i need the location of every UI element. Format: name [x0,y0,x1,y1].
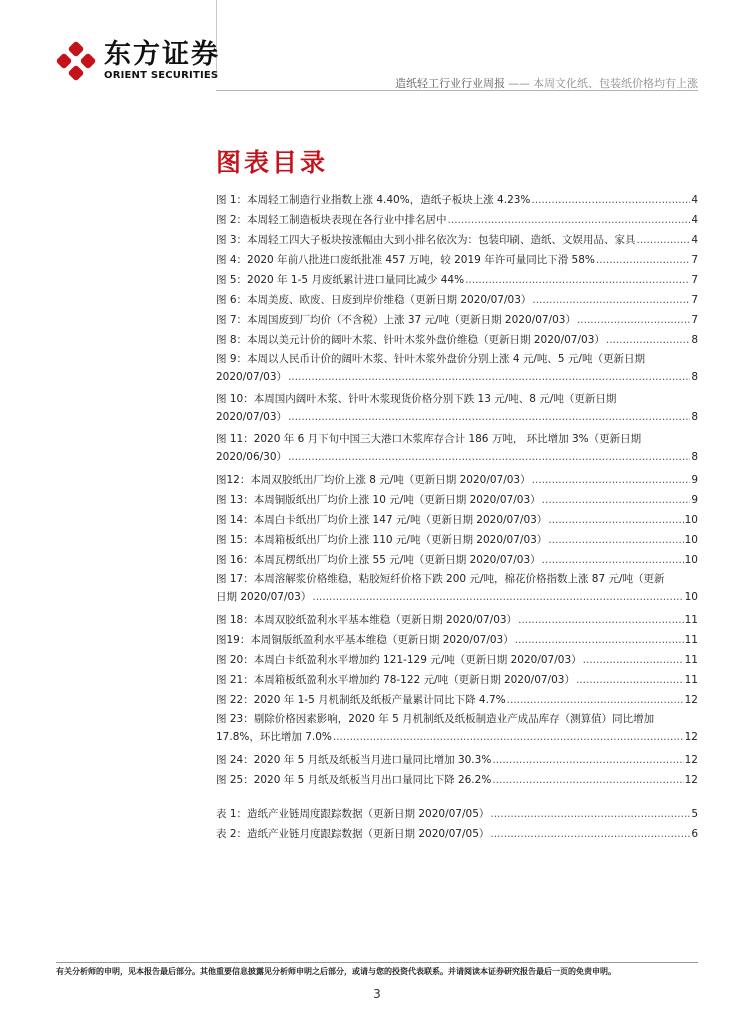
toc-entry[interactable] [216,330,698,350]
toc-entry-page: 12 [684,694,698,706]
toc-entry-page: 9 [691,474,698,486]
toc-entry-label-continued: 日期 2020/07/03） [216,591,312,603]
toc-entry-page: 10 [684,534,698,546]
toc-entry-page: 4 [691,214,698,226]
toc-entry-label: 图 24：2020 年 5 月纸及纸板当月进口量同比增加 30.3% [216,754,492,766]
toc-entry-page: 11 [684,614,698,626]
toc-entry-page: 12 [684,731,698,743]
toc-entry-page: 4 [691,194,698,206]
toc-entry-page: 4 [691,234,698,246]
toc-entry[interactable] [216,630,698,650]
list-spacer [216,790,698,804]
orient-securities-logo-icon [56,41,96,81]
toc-entry[interactable] [216,804,698,824]
toc-entry[interactable] [216,530,698,550]
toc-entry-label: 图 14：本周白卡纸出厂均价上涨 147 元/吨（更新日期 2020/07/03） [216,514,548,526]
toc-entry-page: 8 [691,411,698,423]
toc-entry[interactable] [216,290,698,310]
leader-dots [507,690,684,710]
toc-entry[interactable] [216,230,698,250]
toc-entry[interactable] [216,310,698,330]
toc-entry-label: 图 17：本周溶解浆价格维稳，粘胶短纤价格下跌 200 元/吨，棉花价格指数上涨 87 元/吨（更新 [216,573,665,585]
toc-entry-page: 7 [691,254,698,266]
toc-entry[interactable] [216,190,698,210]
leader-dots [288,408,690,426]
toc-entry[interactable] [216,750,698,770]
toc-entry[interactable] [216,550,698,570]
toc-entry-page: 10 [684,554,698,566]
toc-entry[interactable] [216,250,698,270]
leader-dots [576,670,684,690]
table-list [216,804,698,844]
footer-disclaimer: 有关分析师的申明，见本报告最后部分。其他重要信息披露见分析师申明之后部分，或请与您的投资代表联系。并请阅读本证券研究报告最后一页的免责申明。 [56,967,616,976]
report-header-title [395,75,698,91]
leader-dots [518,610,684,630]
toc-entry-page: 7 [691,314,698,326]
leader-dots [548,530,683,550]
leader-dots [465,270,690,290]
toc-entry[interactable] [216,430,698,466]
toc-entry-page: 11 [684,654,698,666]
page-number: 3 [373,987,381,1001]
leader-dots [577,310,690,330]
toc-entry-page: 10 [684,514,698,526]
toc-entry-label: 图 6：本周美废、欧废、日废到岸价维稳（更新日期 2020/07/03） [216,294,532,306]
toc-entry-page: 12 [684,754,698,766]
toc-entry-label: 图 8：本周以美元计价的阔叶木浆、针叶木浆外盘价维稳（更新日期 2020/07/03） [216,334,605,346]
toc-entry[interactable] [216,350,698,386]
leader-dots [542,490,691,510]
toc-entry-label: 图12：本周双胶纸出厂均价上涨 8 元/吨（更新日期 2020/07/03） [216,474,531,486]
leader-dots [532,290,690,310]
leader-dots [288,448,690,466]
toc-entry-page: 8 [691,371,698,383]
toc-entry-label: 图19：本周铜版纸盈利水平基本维稳（更新日期 2020/07/03） [216,634,514,646]
toc-entry[interactable] [216,270,698,290]
toc-entry-label: 图 7：本周国废到厂均价（不含税）上涨 37 元/吨（更新日期 2020/07/03） [216,314,576,326]
toc-entry[interactable] [216,770,698,790]
leader-dots [606,330,690,350]
logo-chinese-name: 东方证券 [104,39,220,70]
toc-entry-label: 图 15：本周箱板纸出厂均价上涨 110 元/吨（更新日期 2020/07/03） [216,534,548,546]
report-series: 造纸轻工行业行业周报 [395,77,505,90]
toc-entry-label: 图 20：本周白卡纸盈利水平增加约 121-129 元/吨（更新日期 2020/07/03） [216,654,582,666]
header-divider [216,90,698,91]
leader-dots [542,550,684,570]
toc-entry-label: 图 16：本周瓦楞纸出厂均价上涨 55 元/吨（更新日期 2020/07/03） [216,554,541,566]
toc-entry[interactable] [216,710,698,746]
toc-entry-page: 6 [691,828,698,840]
toc-entry[interactable] [216,690,698,710]
footer-divider [56,962,698,963]
toc-entry-label: 图 1：本周轻工制造行业指数上涨 4.40%，造纸子板块上涨 4.23% [216,194,531,206]
leader-dots [515,630,684,650]
table-of-figures [216,190,698,844]
toc-entry-label: 图 3：本周轻工四大子板块按涨幅由大到小排名依次为：包装印刷、造纸、文娱用品、家具 [216,234,636,246]
leader-dots [596,250,690,270]
toc-entry-label: 图 2：本周轻工制造板块表现在各行业中排名居中 [216,214,447,226]
leader-dots [333,728,684,746]
toc-title: 图表目录 [216,148,329,177]
toc-entry-page: 7 [691,274,698,286]
header-separator: —— [508,77,530,90]
toc-entry-label: 图 22：2020 年 1-5 月机制纸及纸板产量累计同比下降 4.7% [216,694,506,706]
toc-entry[interactable] [216,210,698,230]
leader-dots [490,804,690,824]
toc-entry-label-continued: 2020/07/03） [216,411,288,423]
leader-dots [532,470,691,490]
toc-entry-label: 图 4：2020 年前八批进口废纸批准 457 万吨，较 2019 年许可量同比下滑 58% [216,254,595,266]
toc-entry[interactable] [216,390,698,426]
leader-dots [548,510,683,530]
toc-entry[interactable] [216,610,698,630]
leader-dots [288,368,690,386]
logo-english-name: ORIENT SECURITIES [104,70,219,81]
toc-entry[interactable] [216,650,698,670]
toc-entry-label: 表 2：造纸产业链月度跟踪数据（更新日期 2020/07/05） [216,828,490,840]
leader-dots [492,770,683,790]
toc-entry[interactable] [216,470,698,490]
leader-dots [490,824,690,844]
toc-entry-page: 11 [684,674,698,686]
toc-entry[interactable] [216,824,698,844]
toc-entry-page: 8 [691,451,698,463]
toc-entry-label: 图 5：2020 年 1-5 月废纸累计进口量同比减少 44% [216,274,465,286]
toc-entry-page: 9 [691,494,698,506]
toc-entry-label: 图 25：2020 年 5 月纸及纸板当月出口量同比下降 26.2% [216,774,492,786]
company-logo [56,40,220,82]
toc-entry[interactable] [216,490,698,510]
toc-entry-page: 10 [684,591,698,603]
toc-entry-label: 图 9：本周以人民币计价的阔叶木浆、针叶木浆外盘价分别上涨 4 元/吨、5 元/吨（更新日期 [216,353,645,365]
toc-entry-label: 图 18：本周双胶纸盈利水平基本维稳（更新日期 2020/07/03） [216,614,518,626]
toc-entry-label-continued: 2020/07/03） [216,371,288,383]
toc-entry-page: 11 [684,634,698,646]
leader-dots [448,210,691,230]
figure-list [216,190,698,790]
toc-entry-label: 图 10：本周国内阔叶木浆、针叶木浆现货价格分别下跌 13 元/吨、8 元/吨（更新日期 [216,393,617,405]
toc-entry-label: 图 13：本周铜版纸出厂均价上涨 10 元/吨（更新日期 2020/07/03） [216,494,541,506]
leader-dots [312,588,683,606]
leader-dots [531,190,690,210]
toc-entry-label-continued: 2020/06/30） [216,451,288,463]
toc-entry-label: 图 11：2020 年 6 月下旬中国三大港口木浆库存合计 186 万吨， 环比增加 3%（更新日期 [216,433,642,445]
toc-entry-page: 5 [691,808,698,820]
toc-entry-label: 表 1：造纸产业链周度跟踪数据（更新日期 2020/07/05） [216,808,490,820]
toc-entry-label: 图 21：本周箱板纸盈利水平增加约 78-122 元/吨（更新日期 2020/07/03） [216,674,575,686]
leader-dots [583,650,684,670]
toc-entry[interactable] [216,670,698,690]
leader-dots [492,750,683,770]
toc-entry[interactable] [216,570,698,606]
toc-entry-page: 12 [684,774,698,786]
toc-entry-page: 8 [691,334,698,346]
report-subtitle: 本周文化纸、包装纸价格均有上涨 [533,77,698,90]
toc-entry-label-continued: 17.8%，环比增加 7.0% [216,731,332,743]
toc-entry[interactable] [216,510,698,530]
leader-dots [637,230,691,250]
toc-entry-label: 图 23：剔除价格因素影响，2020 年 5 月机制纸及纸板制造业产成品库存（测算值）同比增加 [216,713,655,725]
toc-entry-page: 7 [691,294,698,306]
